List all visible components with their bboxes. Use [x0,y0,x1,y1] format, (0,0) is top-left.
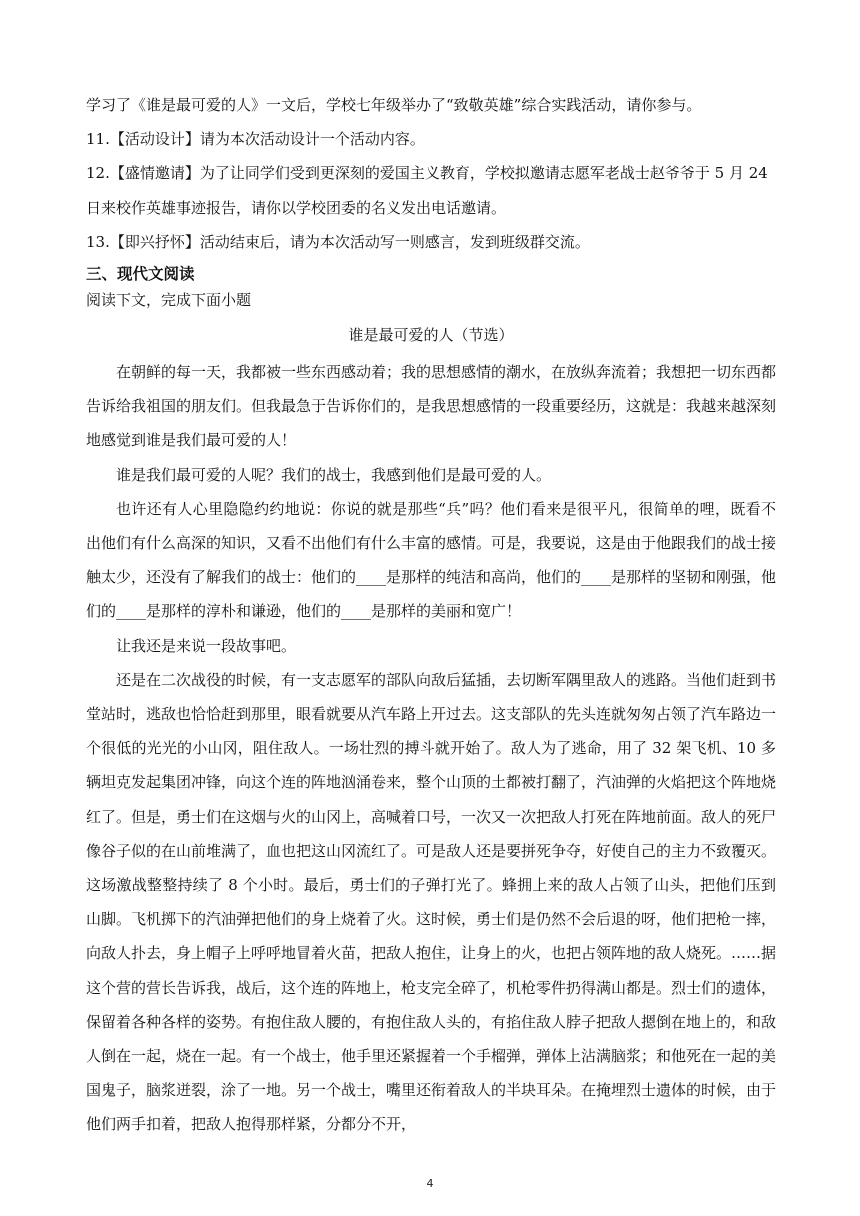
reading-instruction: 阅读下文，完成下面小题 [86,291,252,310]
question-12: 12.【盛情邀请】为了让同学们受到更深刻的爱国主义教育，学校拟邀请志愿军老战士赵爷爷于 5 月 24 日来校作英雄事迹报告，请你以学校团委的名义发出电话邀请。 [86,164,768,217]
page-content [86,88,776,1142]
passage-paragraph-4: 让我还是来说一段故事吧。 [116,636,297,655]
section-heading: 三、现代文阅读 [86,265,195,284]
activity-intro: 学习了《谁是最可爱的人》一文后，学校七年级举办了“致敬英雄”综合实践活动，请你参与。 [86,96,702,114]
passage-paragraph-3: 也许还有人心里隐隐约约地说：你说的就是那些“兵”吗？他们看来是很平凡，很简单的哩，既看不出他们有什么高深的知识，又看不出他们有什么丰富的感情。可是，我要说，这是由于他跟我们的战士接触太少，还没有了解我们的战士：他们的____是那样的纯洁和高尚，他们的____是那样的坚韧和刚强，他们的____是那样的淳朴和谦逊，他们的____是那样的美丽和宽广！ [86,499,777,621]
page-number: 4 [426,1177,434,1190]
passage-title: 谁是最可爱的人（节选） [348,326,514,345]
passage-paragraph-5: 还是在二次战役的时候，有一支志愿军的部队向敌后猛插，去切断军隅里敌人的逃路。当他们赶到书堂站时，逃敌也恰恰赶到那里，眼看就要从汽车路上开过去。这支部队的先头连就匆匆占领了汽车路边一个很低的光光的小山冈，阻住敌人。一场壮烈的搏斗就开始了。敌人为了逃命，用了 32 架飞机、10 多辆坦克发起集团冲锋，向这个连的阵地汹涌卷来，整个山顶的土都被打翻了，汽油弹的火焰把这个阵地烧红了。但是，勇士们在这烟与火的山冈上，高喊着口号，一次又一次把敌人打死在阵地前面。敌人的死尸像谷子似的在山前堆满了，血也把这山冈流红了。可是敌人还是要拼死争夺，好使自己的主力不致覆灭。这场激战整整持续了 8 个小时。最后，勇士们的子弹打光了。蜂拥上来的敌人占领了山头，把他们压到山脚。飞机掷下的汽油弹把他们的身上烧着了火。这时候，勇士们是仍然不会后退的呀，他们把枪一摔，向敌人扑去，身上帽子上呼呼地冒着火苗，把敌人抱住，让身上的火，也把占领阵地的敌人烧死。……据这个营的营长告诉我，战后，这个连的阵地上，枪支完全碎了，机枪零件扔得满山都是。烈士们的遗体，保留着各种各样的姿势。有抱住敌人腰的，有抱住敌人头的，有掐住敌人脖子把敌人摁倒在地上的，和敌人倒在一起，烧在一起。有一个战士，他手里还紧握着一个手榴弹，弹体上沾满脑浆；和他死在一起的美国鬼子，脑浆迸裂，涂了一地。另一个战士，嘴里还衔着敌人的半块耳朵。在掩埋烈士遗体的时候，由于他们两手扣着，把敌人抱得那样紧，分都分不开， [86,670,777,1134]
passage-paragraph-2: 谁是我们最可爱的人呢？我们的战士，我感到他们是最可爱的人。 [116,465,552,484]
question-13: 13.【即兴抒怀】活动结束后，请为本次活动写一则感言，发到班级群交流。 [86,232,590,251]
passage-paragraph-1: 在朝鲜的每一天，我都被一些东西感动着；我的思想感情的潮水，在放纵奔流着；我想把一切东西都告诉给我祖国的朋友们。但我最急于告诉你们的，是我思想感情的一段重要经历，这就是：我越来越深刻地感觉到谁是我们最可爱的人！ [86,363,777,450]
question-11: 11.【活动设计】请为本次活动设计一个活动内容。 [86,130,425,149]
